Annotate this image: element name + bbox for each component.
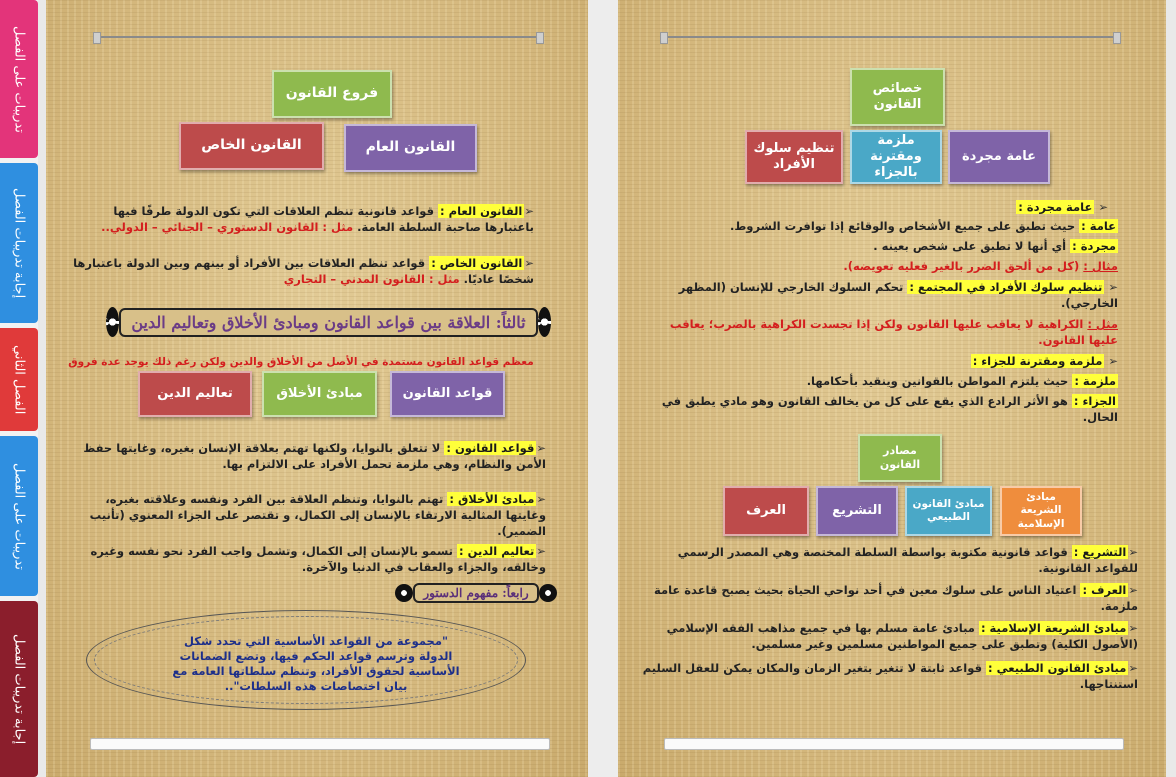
sources-title-box: مصادر القانون <box>858 434 942 482</box>
top-rule <box>96 36 541 38</box>
tab-exercise-answers[interactable]: إجابة تدريبات الفصل <box>0 163 38 323</box>
tab-chapter-two[interactable]: الفصل الثاني <box>0 328 38 431</box>
differences-intro: معظم قواعد القانون مستمدة في الأصل من الأخلاق والدين ولكن رغم ذلك يوجد عدة فروق <box>68 356 534 368</box>
feature-general-box: عامة مجردة <box>948 130 1050 184</box>
sharia-definition: ➢مبادئ الشريعة الإسلامية : مبادئ عامة مسلم بها في جميع مذاهب الفقه الإسلامي (الأصول الكلية) وتطبق على جميع المواطنين مسلمين وغير مسلمين. <box>666 621 1138 651</box>
law-rules-box: قواعد القانون <box>390 371 505 417</box>
source-custom-box: العرف <box>723 486 809 536</box>
bottom-bar <box>90 738 550 750</box>
feature-regulate-box: تنظيم سلوك الأفراد <box>745 130 843 184</box>
example-line: مثال : (كل من ألحق الضرر بالغير فعليه تعويضه). <box>843 259 1118 273</box>
religion-box: تعاليم الدين <box>138 371 252 417</box>
flower-ornament-icon <box>106 307 119 337</box>
source-sharia-box: مبادئ الشريعة الإسلامية <box>1000 486 1082 536</box>
private-law-definition: ➢القانون الخاص : قواعد تنظم العلاقات بين الأفراد أو بينهم وبين الدولة باعتبارها شخصًا عاديًا. مثل : القانون المدني – التجاري <box>73 256 534 286</box>
private-law-box: القانون الخاص <box>179 122 324 170</box>
feature-binding-box: ملزمة ومقترنة بالجزاء <box>850 130 942 184</box>
legislation-definition: ➢التشريع : قواعد قانونية مكتوبة بواسطة السلطة المختصة وهي المصدر الرسمي للقواعد القانونية. <box>677 545 1138 575</box>
tab-chapter-exercises-2[interactable]: تدريبات على الفصل <box>0 436 38 596</box>
custom-definition: ➢العرف : اعتياد الناس على سلوك معين في أحد نواحي الحياة بحيث يصبح قاعدة عامة ملزمة. <box>653 583 1138 613</box>
source-legislation-box: التشريع <box>816 486 898 536</box>
natural-law-definition: ➢مبادئ القانون الطبيعي : قواعد ثابتة لا تتغير بتغير الزمان والمكان يمكن للعقل السليم استنتاجها. <box>642 661 1138 691</box>
flower-ornament-icon <box>539 584 557 602</box>
features-title-box: خصائص القانون <box>850 68 945 126</box>
page-gutter <box>588 0 618 777</box>
public-law-box: القانون العام <box>344 124 477 172</box>
regulate-example: مثل : الكراهية لا يعاقب عليها القانون ولكن إذا تجسدت الكراهية بالضرب؛ يعاقب عليها القانون. <box>669 317 1118 347</box>
chapter-tabs <box>0 0 38 777</box>
tab-exercise-answers-2[interactable]: إجابة تدريبات الفصل <box>0 601 38 777</box>
sanction-line: الجزاء : هو الأثر الرادع الذي يقع على كل من يخالف القانون وهو مادي يطبق في الحال. <box>661 394 1118 424</box>
ethics-definition: ➢مبادئ الأخلاق : تهتم بالنوايا، وتنظم العلاقة بين الفرد ونفسه وعلاقته بغيره، وغايتها المثالية الارتقاء بالإنسان إلى الكمال، و تقتصر على الجزاء المعنوي (تأنيب الضمير). <box>89 492 546 538</box>
branches-title-box: فروع القانون <box>272 70 392 118</box>
bottom-bar <box>664 738 1124 750</box>
section-three-banner: ثالثاً: العلاقة بين قواعد القانون ومبادئ الأخلاق وتعاليم الدين <box>106 302 551 342</box>
flower-ornament-icon <box>395 584 413 602</box>
binding-line: ملزمة : حيث يلتزم المواطن بالقوانين وينقيد بأحكامها. <box>806 374 1116 388</box>
regulate-heading: ➢ تنظيم سلوك الأفراد في المجتمع : تحكم السلوك الخارجي للإنسان (المظهر الخارجي). <box>678 280 1118 310</box>
religion-definition: ➢تعاليم الدين : تسمو بالإنسان إلى الكمال، وتشمل واجب الفرد نحو نفسه وغيره وخالقه، والجزاء والعقاب في الدنيا والآخرة. <box>90 544 546 574</box>
constitution-definition: "مجموعة من القواعد الأساسية التي تحدد شكل الدولة وترسم قواعد الحكم فيها، وتضع الضمانات الأساسية لحقوق الأفراد، وتنظم سلطاتها العامة مع بيان اختصاصات هذه السلطات".. <box>172 634 460 693</box>
public-law-definition: ➢القانون العام : قواعد قانونية تنظم العلاقات التي تكون الدولة طرفًا فيها باعتبارها صاحبة السلطة العامة. مثل : القانون الدستوري – الجنائي – الدولي.. <box>101 204 534 234</box>
section-four-banner: رابعاً: مفهوم الدستور <box>381 580 571 606</box>
general-line: عامة : حيث تطبق على جميع الأشخاص والوقائع إذا توافرت الشروط. <box>730 219 1116 233</box>
general-abstract-heading: ➢ عامة مجردة : <box>1018 200 1108 214</box>
ethics-box: مبادئ الأخلاق <box>262 371 377 417</box>
source-natural-box: مبادئ القانون الطبيعي <box>905 486 992 536</box>
left-page <box>46 0 588 777</box>
abstract-line: مجردة : أي أنها لا تطبق على شخص بعينه . <box>873 239 1116 253</box>
flower-ornament-icon <box>538 307 551 337</box>
tab-chapter-exercises[interactable]: تدريبات على الفصل <box>0 0 38 158</box>
top-rule <box>663 36 1118 38</box>
binding-heading: ➢ ملزمة ومقترنة للجزاء : <box>972 354 1118 368</box>
right-page <box>618 0 1166 777</box>
law-rules-definition: ➢قواعد القانون : لا تتعلق بالنوايا، ولكنها تهتم بعلاقة الإنسان بغيره، وغايتها حفظ الأمن والنظام، وهي ملزمة تحمل الأفراد على الالتزام بها. <box>83 441 546 471</box>
